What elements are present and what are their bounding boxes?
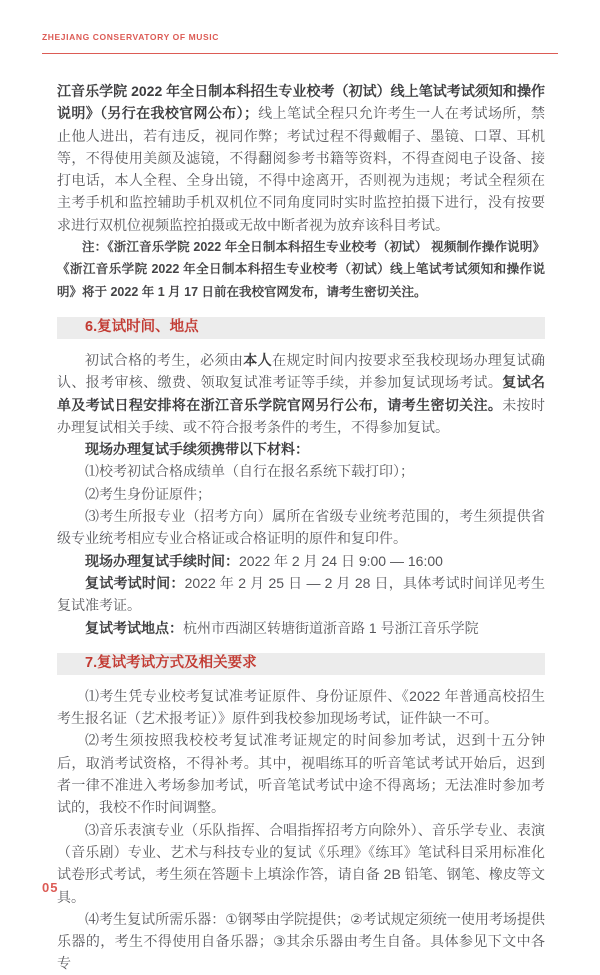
section-heading xyxy=(57,653,545,675)
text-run: 复试考试地点： xyxy=(85,619,183,636)
text-run: ⑶音乐表演专业（乐队指挥、合唱指挥招考方向除外）、音乐学专业、表演（音乐剧）专业、艺术与科技专业的复试《乐理》《练耳》笔试科目采用标准化试卷形式考试，考生须在答题卡上填涂作答，请自备 2B 铅笔、钢笔、橡皮等文具。 xyxy=(57,821,545,905)
text-run: 复试考试时间： xyxy=(85,574,185,591)
text-run: 杭州市西湖区转塘街道浙音路 1 号浙江音乐学院 xyxy=(183,619,479,636)
text-run: 2022 年 2 月 25 日 — 2 月 28 日，具体考试时间详见考生复试准考证。 xyxy=(57,574,546,614)
text-run: 线上笔试全程只允许考生一人在考试场所，禁止他人进出，若有违反，视同作弊；考试过程不得戴帽子、墨镜、口罩、耳机等，不得使用美颜及滤镜，不得翻阅参考书籍等资料，不得查阅电子设备、接打电话，本人全程、全身出镜，不得中途离开，否则视为违规；考试全程须在主考手机和监控辅助手机双机位不同角度同时实时监控拍摄下进行，没有按要求进行双机位视频监控拍摄或无故中断者视为放弃该科目考试。 xyxy=(57,105,546,233)
text-run: 初试合格的考生，必须由 xyxy=(85,351,244,368)
text-run: ⑴校考初试合格成绩单（自行在报名系统下载打印）； xyxy=(85,463,414,480)
paragraph xyxy=(57,236,545,303)
text-run: ⑷考生复试所需乐器：①钢琴由学院提供；②考试规定须统一使用考场提供乐器的，考生不得使用自备乐器；③其余乐器由考生自备。具体参见下文中各专 xyxy=(57,910,545,972)
paragraph xyxy=(57,908,545,975)
text-run: 现场办理复试手续须携带以下材料： xyxy=(85,441,309,458)
paragraph xyxy=(57,819,545,908)
paragraph xyxy=(57,685,545,730)
text-run: 复试名单及考试日程安排将在浙江音乐学院官网另行公布，请考生密切关注。 xyxy=(57,374,546,413)
school-name-logo-text: ZHEJIANG CONSERVATORY OF MUSIC xyxy=(42,32,220,42)
text-run: 注：《浙江音乐学院 2022 年全日制本科招生专业校考（初试） 视频制作操作说明》《浙江音乐学院 2022 年全日制本科招生专业校考（初试）线上笔试考试须知和操作说明》将于 2022 年 1 月 17 日前在我校官网发布，请考生密切关注。 xyxy=(57,240,545,299)
section-heading xyxy=(57,317,545,339)
paragraph xyxy=(57,438,545,460)
text-run: ⑵考生须按照我校校考复试准考证规定的时间参加考试，迟到十五分钟后，取消考试资格，不得补考。其中，视唱练耳的听音笔试考试开始后，迟到者一律不准进入考场参加考试，听音笔试考试中途不得离场；无法准时参加考试的，我校不作时间调整。 xyxy=(57,732,545,816)
text-run: 江音乐学院 2022 年全日制本科招生专业校考（初试）线上笔试考试须知和操作说明》（另行在我校官网公布）； xyxy=(57,83,545,122)
text-run: 2022 年 2 月 24 日 9:00 — 16:00 xyxy=(239,552,443,569)
page-header xyxy=(42,0,558,54)
paragraph xyxy=(57,617,545,639)
page-number: 05 xyxy=(42,880,59,895)
paragraph xyxy=(57,483,545,505)
text-run: ⑶考生所报专业（招考方向）属所在省级专业统考范围的，考生须提供省级专业统考相应专业合格证或合格证明的原件和复印件。 xyxy=(57,508,545,547)
page-footer xyxy=(42,879,58,897)
text-run: 本人 xyxy=(243,351,273,368)
paragraph xyxy=(57,349,545,438)
paragraph xyxy=(57,729,545,818)
text-run: 未按时办理复试相关手续、或不符合报考条件的考生，不得参加复试。 xyxy=(57,396,546,435)
paragraph xyxy=(57,80,545,236)
paragraph xyxy=(57,550,545,572)
text-run: ⑴考生凭专业校考复试准考证原件、身份证原件、《2022 年普通高校招生考生报名证（艺术报考证）》原件到我校参加现场考试，证件缺一不可。 xyxy=(57,687,545,727)
paragraph xyxy=(57,460,545,482)
text-run: 6.复试时间、地点 xyxy=(85,318,199,335)
text-run: 在规定时间内按要求至我校现场办理复试确认、报考审核、缴费、领取复试准考证等手续，并参加复试现场考试。 xyxy=(57,351,546,391)
text-run: ⑵考生身份证原件； xyxy=(85,485,211,502)
paragraph xyxy=(57,572,545,617)
paragraph xyxy=(57,505,545,550)
document-body xyxy=(57,80,545,975)
text-run: 现场办理复试手续时间： xyxy=(85,552,239,569)
text-run: 7.复试考试方式及相关要求 xyxy=(85,654,257,671)
